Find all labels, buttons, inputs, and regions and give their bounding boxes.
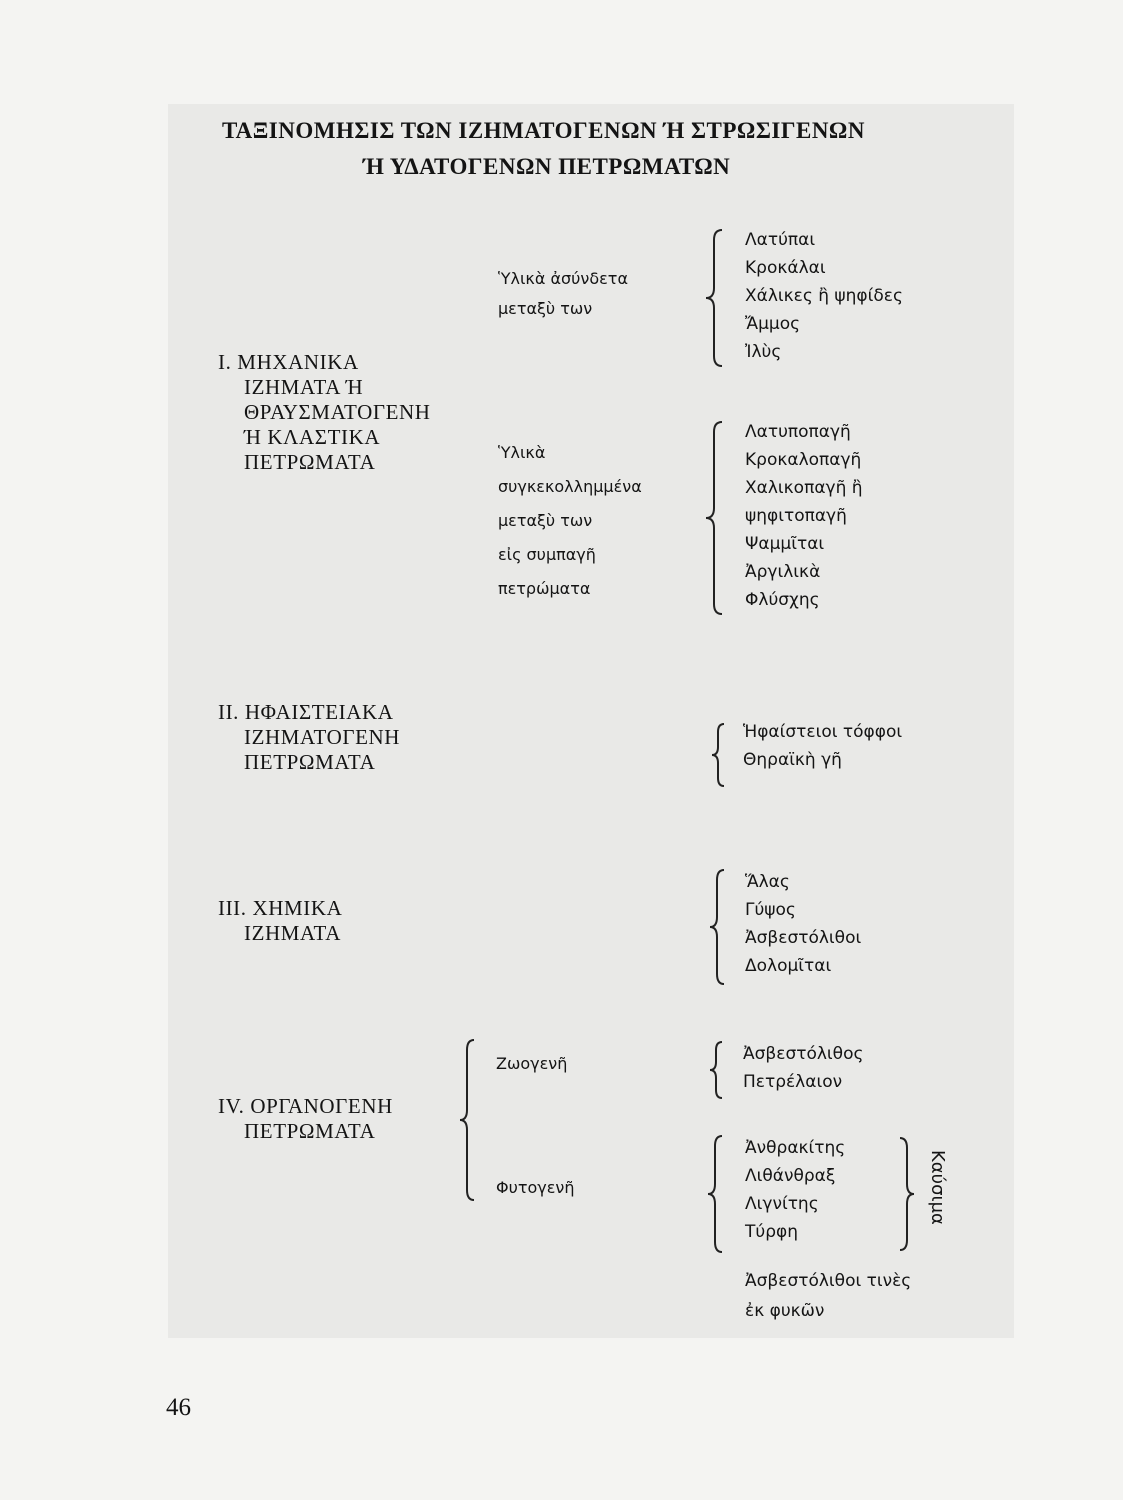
list-item: Ἀνθρακίτης	[745, 1138, 846, 1158]
list-item: Ψαμμῖται	[745, 534, 825, 554]
group-1-sub1-label: Ὑλικὰ ἀσύνδετα μεταξὺ των	[498, 269, 628, 318]
group-4-zoo-list	[743, 1040, 863, 1096]
group-1-sub2-brace	[704, 418, 732, 618]
group-2-heading: II. ΗΦΑΙΣΤΕΙΑΚΑ ΙΖΗΜΑΤΟΓΕΝΗ ΠΕΤΡΩΜΑΤΑ	[218, 700, 401, 774]
list-item: Ἰλὺς	[745, 342, 782, 362]
list-item: Χαλικοπαγῆ ἢ	[745, 478, 863, 498]
list-item: ψηφιτοπαγῆ	[745, 506, 847, 526]
group-4-brace	[458, 1036, 482, 1204]
list-item: Γύψος	[745, 900, 796, 920]
group-1-heading: I. ΜΗΧΑΝΙΚΑ ΙΖΗΜΑΤΑ Ή ΘΡΑΥΣΜΑΤΟΓΕΝΗ Ή ΚΛΑΣΤΙΚΑ ΠΕΤΡΩΜΑΤΑ	[218, 350, 431, 474]
group-1-sub1-list	[745, 226, 903, 366]
list-item: Ἄμμος	[745, 314, 801, 334]
group-4-zoo-brace	[708, 1038, 728, 1102]
list-item: Λιγνίτης	[745, 1194, 819, 1214]
list-item: Ἀσβεστόλιθος	[743, 1044, 864, 1064]
group-4-phyto-label: Φυτογενῆ	[496, 1178, 575, 1197]
fuels-brace	[896, 1134, 918, 1254]
group-3-heading: III. ΧΗΜΙΚΑ ΙΖΗΜΑΤΑ	[218, 896, 343, 945]
list-item: Ἡφαίστειοι τόφφοι	[743, 722, 903, 742]
list-item: Κροκάλαι	[745, 258, 826, 278]
group-4-zoo-label: Ζωογενῆ	[496, 1054, 568, 1073]
list-item: Τύρφη	[745, 1222, 799, 1242]
group-4-phyto-list	[745, 1134, 845, 1246]
group-4-heading: IV. ΟΡΓΑΝΟΓΕΝΗ ΠΕΤΡΩΜΑΤΑ	[218, 1094, 393, 1143]
list-item: Ἅλας	[745, 872, 790, 892]
list-item: Λατύπαι	[745, 230, 816, 250]
group-4-phyto-extra: Ἀσβεστόλιθοι τινὲς ἐκ φυκῶν	[745, 1271, 912, 1321]
group-1-sub2-list	[745, 418, 863, 614]
list-item: Πετρέλαιον	[743, 1072, 843, 1092]
list-item: Δολομῖται	[745, 956, 832, 976]
group-3-list	[745, 868, 861, 980]
list-item: Λατυποπαγῆ	[745, 422, 851, 442]
group-2-brace	[710, 720, 730, 790]
fuels-vertical-label: Καύσιμα	[927, 1150, 948, 1225]
list-item: Χάλικες ἢ ψηφίδες	[745, 286, 903, 306]
group-1-sub2-label: Ὑλικὰ συγκεκολλημμένα μεταξὺ των εἰς συμπαγῆ πετρώματα	[498, 443, 642, 598]
list-item: Φλύσχης	[745, 590, 820, 610]
title-line-1: ΤΑΞΙΝΟΜΗΣΙΣ ΤΩΝ ΙΖΗΜΑΤΟΓΕΝΩΝ Ή ΣΤΡΩΣΙΓΕΝΩΝ	[222, 118, 865, 143]
list-item: Θηραϊκὴ γῆ	[743, 750, 842, 770]
group-3-brace	[708, 866, 732, 988]
group-1-sub1-brace	[704, 226, 732, 370]
list-item: Ἀργιλικὰ	[745, 562, 821, 582]
title-line-2: Ή ΥΔΑΤΟΓΕΝΩΝ ΠΕΤΡΩΜΑΤΩΝ	[363, 154, 731, 179]
list-item: Λιθάνθραξ	[745, 1166, 836, 1186]
group-4-phyto-brace	[706, 1132, 730, 1256]
list-item: Κροκαλοπαγῆ	[745, 450, 862, 470]
group-2-list	[743, 718, 902, 774]
list-item: Ἀσβεστόλιθοι	[745, 928, 862, 948]
page-number: 46	[166, 1394, 191, 1421]
